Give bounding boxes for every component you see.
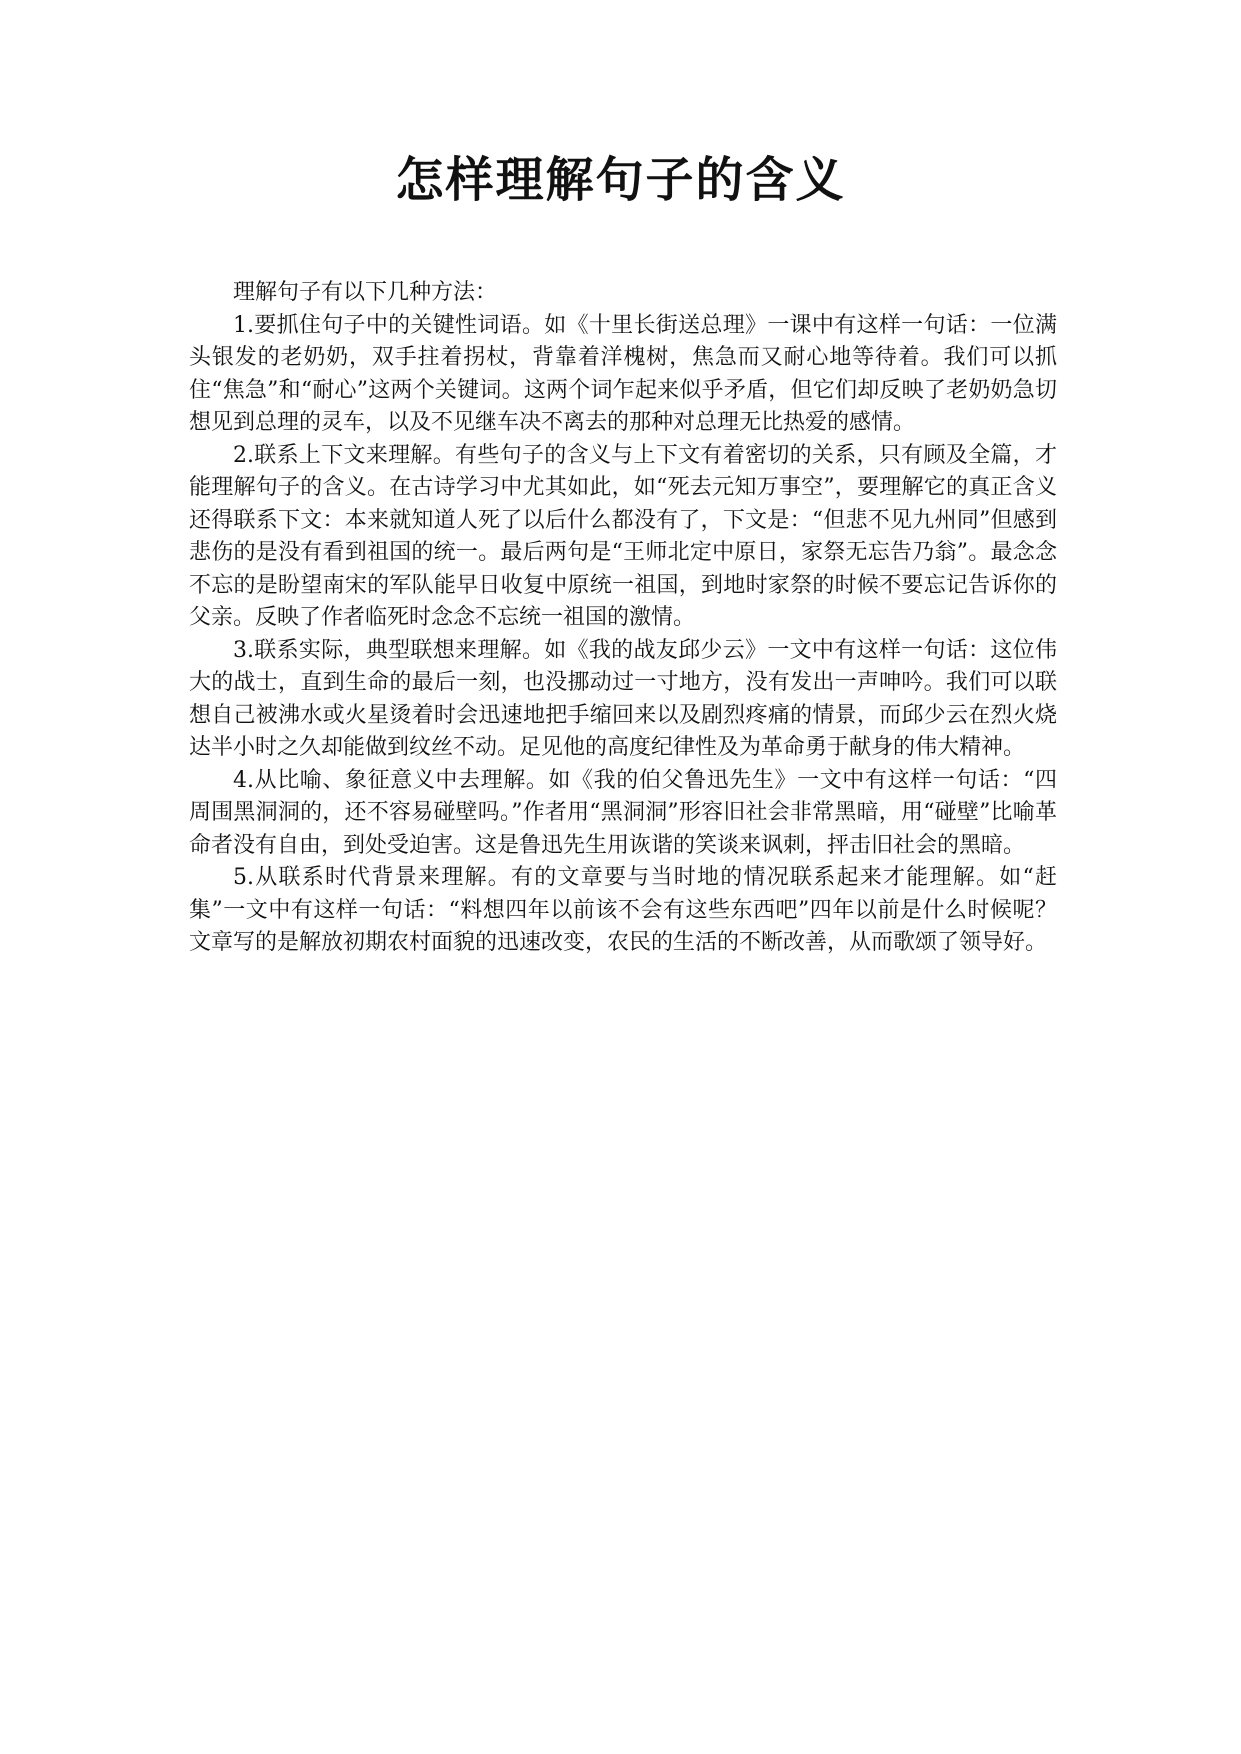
- method-paragraph-4: 4.从比喻、象征意义中去理解。如《我的伯父鲁迅先生》一文中有这样一句话：“四周围黑洞洞的，还不容易碰壁吗。”作者用“黑洞洞”形容旧社会非常黑暗，用“碰壁”比喻革命者没有自由，到处受迫害。这是鲁迅先生用诙谐的笑谈来讽刺，抨击旧社会的黑暗。: [189, 767, 1057, 858]
- method-paragraph-5: 5.从联系时代背景来理解。有的文章要与当时地的情况联系起来才能理解。如“赶集”一文中有这样一句话：“料想四年以前该不会有这些东西吧”四年以前是什么时候呢？文章写的是解放初期农村面貌的迅速改变，农民的生活的不断改善，从而歌颂了领导好。: [189, 865, 1057, 955]
- method-paragraph-1: 1.要抓住句子中的关键性词语。如《十里长街送总理》一课中有这样一句话：一位满头银发的老奶奶，双手拄着拐杖，背靠着洋槐树，焦急而又耐心地等待着。我们可以抓住“焦急”和“耐心”这两个关键词。这两个词乍起来似乎矛盾，但它们却反映了老奶奶急切想见到总理的灵车，以及不见继车决不离去的那种对总理无比热爱的感情。: [189, 312, 1057, 435]
- method-paragraph-2: 2.联系上下文来理解。有些句子的含义与上下文有着密切的关系，只有顾及全篇，才能理解句子的含义。在古诗学习中尤其如此，如“死去元知万事空”，要理解它的真正含义还得联系下文：本来就知道人死了以后什么都没有了，下文是：“但悲不见九州同”但感到悲伤的是没有看到祖国的统一。最后两句是“王师北定中原日，家祭无忘告乃翁”。最念念不忘的是盼望南宋的军队能早日收复中原统一祖国，到地时家祭的时候不要忘记告诉你的父亲。反映了作者临死时念念不忘统一祖国的激情。: [189, 442, 1057, 630]
- intro-paragraph: 理解句子有以下几种方法：: [233, 280, 498, 305]
- document-body: [189, 277, 1057, 960]
- method-paragraph-3: 3.联系实际，典型联想来理解。如《我的战友邱少云》一文中有这样一句话：这位伟大的战士，直到生命的最后一刻，也没挪动过一寸地方，没有发出一声呻吟。我们可以联想自己被沸水或火星烫着时会迅速地把手缩回来以及剧烈疼痛的情景，而邱少云在烈火烧达半小时之久却能做到纹丝不动。足见他的高度纪律性及为革命勇于献身的伟大精神。: [189, 637, 1057, 760]
- page-title: 怎样理解句子的含义: [395, 152, 846, 208]
